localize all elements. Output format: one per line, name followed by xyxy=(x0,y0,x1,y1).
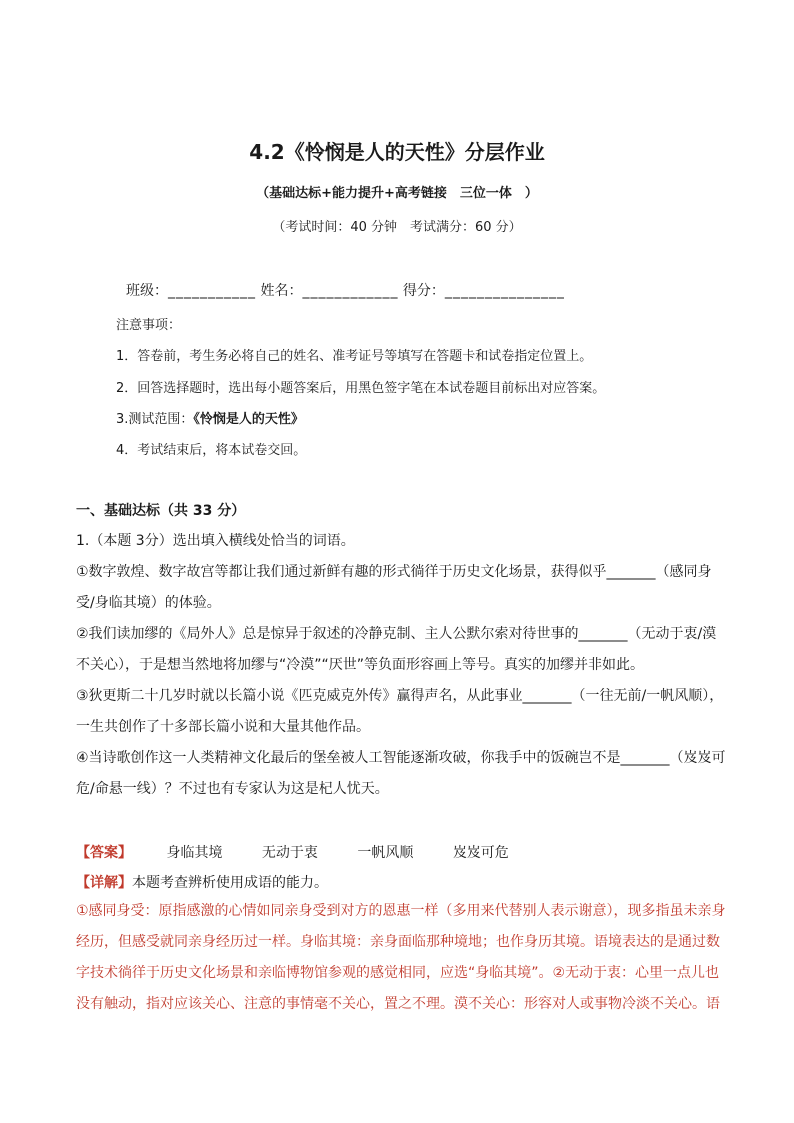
section-title: 一、基础达标（共 33 分） xyxy=(76,503,246,519)
note-item-4: 4．考试结束后，将本试卷交回。 xyxy=(116,443,307,458)
exam-time-info: （考试时间：40 分钟 考试满分：60 分） xyxy=(272,220,522,235)
question-item-1: ①数字敦煌、数字故宫等都让我们通过新鲜有趣的形式徜徉于历史文化场景，获得似乎_______（感同身受/身临其境）的体验。 xyxy=(76,564,712,611)
detail-label: 【详解】 xyxy=(76,875,132,891)
detail-row xyxy=(76,872,328,892)
class-label: 班级： xyxy=(126,283,168,299)
answer-row xyxy=(76,842,509,862)
question-item-3: ③狄更斯二十几岁时就以长篇小说《匹克威克外传》赢得声名，从此事业_______（一往无前/一帆风顺），一生共创作了十多部长篇小说和大量其他作品。 xyxy=(76,688,724,735)
answer-label: 【答案】 xyxy=(76,845,132,861)
page-title: 4.2《怜悯是人的天性》分层作业 xyxy=(249,140,545,164)
answer-explanation: ①感同身受：原指感激的心情如同亲身受到对方的恩惠一样（多用来代替别人表示谢意），现多指虽未亲身经历，但感受就同亲身经历过一样。身临其境：亲身面临那种境地；也作身历其境。语境表达的是通过数字技术徜徉于历史文化场景和亲临博物馆参观的感觉相同，应选“身临其境”。②无动于衷：心里一点儿也没有触动，指对应该关心、注意的事情毫不关心，置之不理。漠不关心：形容对人或事物冷淡不关心。语 xyxy=(76,903,726,1012)
name-label: 姓名： xyxy=(260,283,303,299)
note-item-2: 2．回答选择题时，选出每小题答案后，用黑色签字笔在本试卷题目前标出对应答案。 xyxy=(116,381,606,396)
note-range-label: 3.测试范围： xyxy=(116,412,194,427)
student-info-fields xyxy=(126,280,565,300)
score-blank[interactable]: _______________ xyxy=(444,283,565,299)
note-item-1: 1．答卷前，考生务必将自己的姓名、准考证号等填写在答题卡和试卷指定位置上。 xyxy=(116,349,593,364)
class-blank[interactable]: ___________ xyxy=(168,283,256,299)
note-item-3 xyxy=(116,408,304,427)
page-subtitle: （基础达标+能力提升+高考链接 三位一体 ） xyxy=(256,186,538,201)
note-range-value: 《怜悯是人的天性》 xyxy=(193,412,304,427)
detail-text: 本题考查辨析使用成语的能力。 xyxy=(132,875,328,891)
question-item-2: ②我们读加缪的《局外人》总是惊异于叙述的冷静克制、主人公默尔索对待世事的_______（无动于衷/漠不关心），于是想当然地将加缪与“冷漠”“厌世”等负面形容画上等号。真实的加缪并非如此。 xyxy=(76,626,717,673)
notes-heading: 注意事项： xyxy=(116,318,182,333)
answer-value-2: 无动于衷 xyxy=(261,845,318,861)
answer-value-3: 一帆风顺 xyxy=(357,845,414,861)
name-blank[interactable]: ____________ xyxy=(302,283,399,299)
answer-value-1: 身临其境 xyxy=(166,845,223,861)
answer-value-4: 岌岌可危 xyxy=(452,845,509,861)
question-stem: 1.（本题 3分）选出填入横线处恰当的词语。 xyxy=(76,533,355,549)
question-item-4: ④当诗歌创作这一人类精神文化最后的堡垒被人工智能逐渐攻破，你我手中的饭碗岂不是_______（岌岌可危/命悬一线）？不过也有专家认为这是杞人忧天。 xyxy=(76,750,726,797)
score-label: 得分： xyxy=(402,283,445,299)
